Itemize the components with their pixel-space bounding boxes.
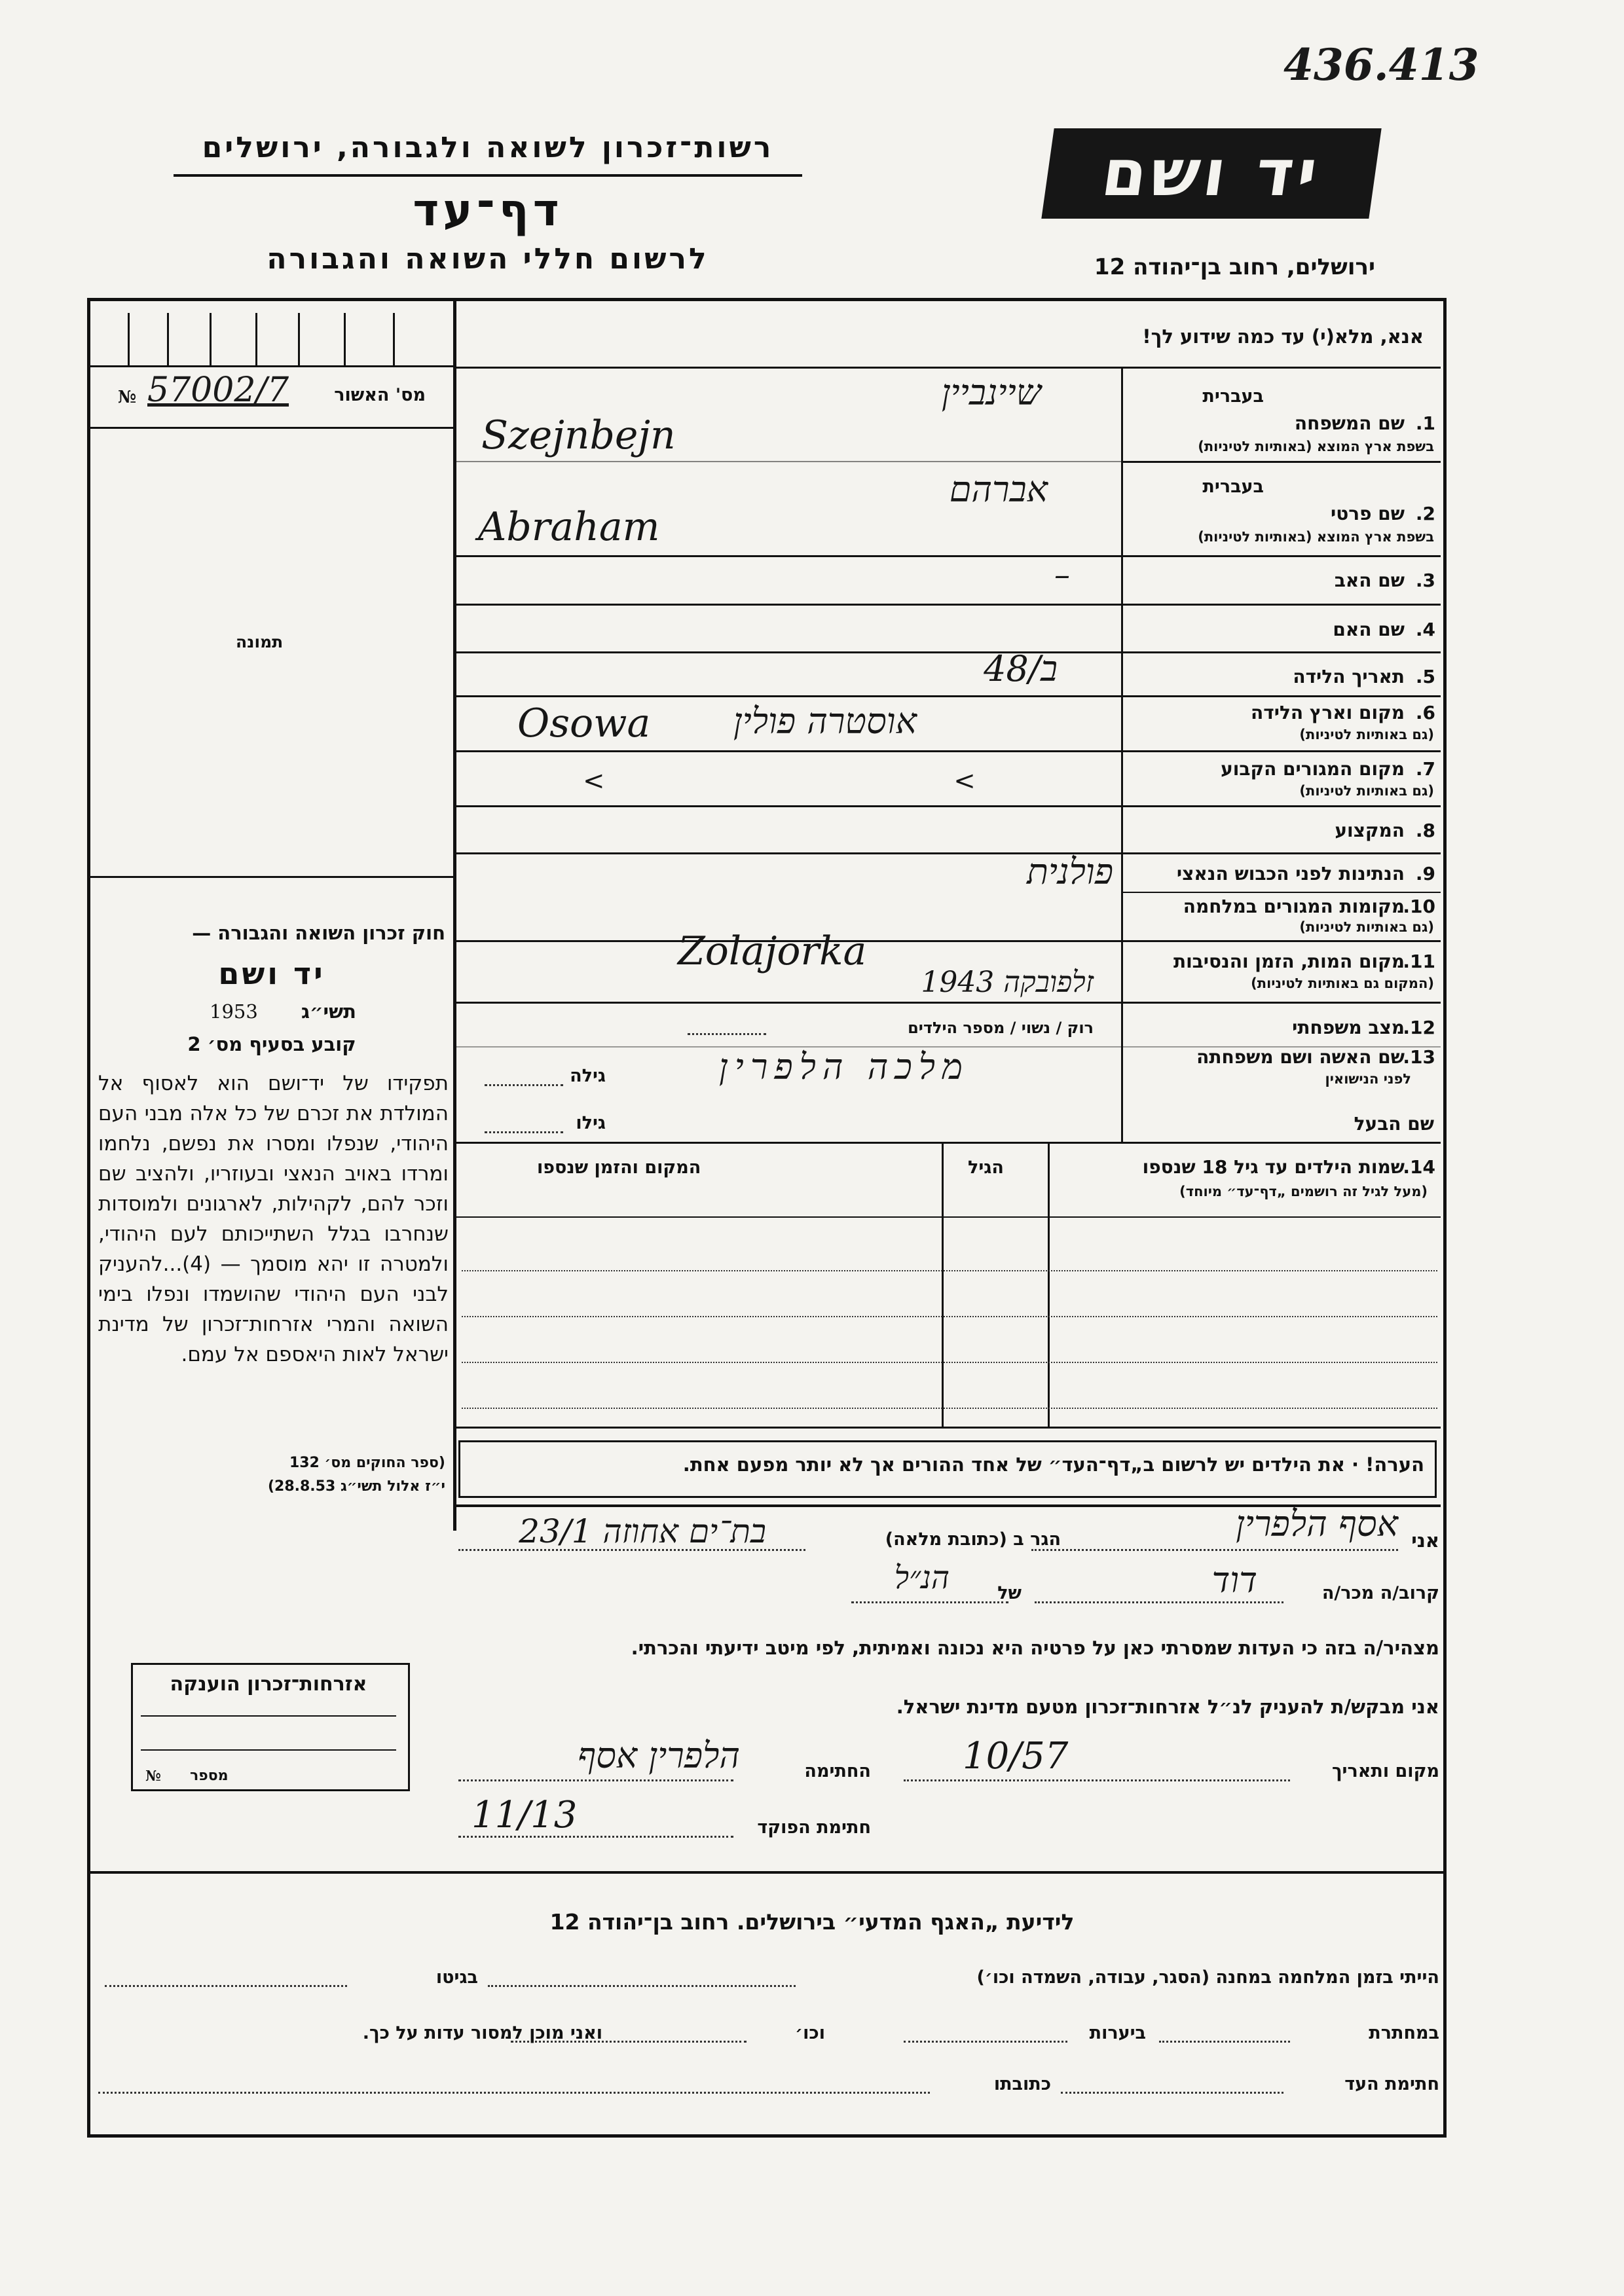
relative-label: קרוב/ה מכר/ה xyxy=(1321,1583,1439,1603)
field-13-label: שם האשה ושם משפחתה xyxy=(1196,1046,1405,1068)
declaration-statement: מצהיר/ה בזה כי העדות שמסרתי כאן על פרטיה היא נכונה ואמיתית, לפי מיטב ידיעתי והכרתי. xyxy=(631,1637,1439,1659)
approval-number-label: מס' האשור xyxy=(334,385,426,405)
declarant-residing-label: הגר ב (כתובת מלאה) xyxy=(885,1529,1061,1550)
of-label: של xyxy=(997,1583,1022,1603)
law-reference-1: (ספר החוקים מס׳ 132 xyxy=(289,1455,445,1471)
husband-label: שם הבעל xyxy=(1354,1113,1434,1135)
field-6-latin-hint: (גם באותיות לטיניות) xyxy=(1299,727,1434,742)
nationality-value: פולנית xyxy=(1026,851,1113,892)
wife-age-label: גילה xyxy=(570,1066,606,1086)
footer-line2-forests-dots xyxy=(904,2041,1067,2043)
yad-vashem-logo xyxy=(1041,128,1381,219)
signature-label: החתימה xyxy=(804,1761,871,1781)
of-dots xyxy=(851,1601,1008,1603)
field-3-label: שם האב xyxy=(1334,570,1405,591)
declarant-name-dots xyxy=(1031,1549,1398,1551)
footer-divider xyxy=(87,1871,1443,1874)
intro-instruction: אנא, מלא(י) עד כמה שידוע לך! xyxy=(1142,325,1424,348)
wife-age-dots xyxy=(485,1084,563,1086)
first-name-latin-value: Abraham xyxy=(478,504,660,550)
declarant-address-dots xyxy=(458,1549,805,1551)
handwritten-file-number: 436.413 xyxy=(1283,39,1479,90)
children-row-line xyxy=(462,1270,1437,1271)
children-title: שמות הילדים עד גיל 18 שנספו xyxy=(1142,1156,1405,1178)
row-1-rule xyxy=(1123,461,1441,463)
footer-line1-ghetto: בגיטו xyxy=(435,1967,478,1988)
field-8-num: 8. xyxy=(1415,820,1435,841)
field-4-num: 4. xyxy=(1415,619,1435,640)
field-10-latin-hint: (גם באותיות לטיניות) xyxy=(1299,919,1434,935)
relative-value: דוד xyxy=(1211,1559,1257,1601)
citizenship-rule-2 xyxy=(141,1749,396,1751)
signature-dots xyxy=(458,1779,733,1781)
citizenship-rule-1 xyxy=(141,1715,396,1717)
field-10-num: 10. xyxy=(1403,896,1435,917)
place-date-dots xyxy=(904,1779,1290,1781)
approval-prefix: № xyxy=(118,388,137,407)
yad-vashem-address: ירושלים, רחוב בן־יהודה 12 xyxy=(1094,254,1375,280)
approval-rule xyxy=(90,427,454,429)
citizenship-box-title: אזרחות־זכרון הוענקה xyxy=(170,1673,367,1696)
intro-rule xyxy=(455,367,1441,369)
footer-line1-camp-dots xyxy=(488,1985,796,1987)
field-11-hint: (המקום גם באותיות לטיניות) xyxy=(1251,975,1434,991)
children-bottom-rule xyxy=(455,1427,1441,1429)
approval-number-value: 57002/7 xyxy=(147,371,289,410)
row-13-rule xyxy=(455,1142,1441,1144)
children-row-line xyxy=(462,1316,1437,1317)
field-9-label: הנתינות לפני הכבוש הנאצי xyxy=(1176,863,1405,884)
law-section: קובע בסעיף מס׳ 2 xyxy=(187,1033,356,1055)
field-13-num: 13. xyxy=(1403,1046,1435,1068)
law-hebrew-year: תשי״ג xyxy=(301,1000,356,1023)
field-11-label: מקום המות, הזמן והנסיבות xyxy=(1173,951,1405,972)
field-6-num: 6. xyxy=(1415,702,1435,723)
footer-line1-ghetto-dots xyxy=(105,1985,347,1987)
husband-age-dots xyxy=(485,1131,563,1133)
footer-line1-camp: הייתי בזמן המלחמה במחנה (הסגר, עבודה, השמדה וכו׳) xyxy=(976,1967,1439,1988)
footer-heading: לידיעת „האגף המדעי״ בירושלים. רחוב בן־יהודה 12 xyxy=(549,1909,1075,1935)
officer-signature-value: 11/13 xyxy=(471,1794,578,1836)
field-11-num: 11. xyxy=(1403,951,1435,972)
field-7-label: מקום המגורים הקבוע xyxy=(1221,758,1405,780)
signature-value: הלפרין אסף xyxy=(578,1735,740,1776)
family-name-hebrew-value: שיינביין xyxy=(941,372,1041,413)
field-12-label: מצב משפחתי xyxy=(1292,1017,1405,1038)
form-title: דף־עד xyxy=(413,185,563,236)
relative-dots xyxy=(1035,1601,1283,1603)
field-14-num: 14. xyxy=(1403,1156,1435,1178)
family-name-latin-value: Szejnbejn xyxy=(481,412,676,458)
field-10-label: מקומות המגורים במלחמה xyxy=(1183,896,1405,917)
field-7-latin-hint: (גם באותיות לטיניות) xyxy=(1299,783,1434,799)
field-7-num: 7. xyxy=(1415,758,1435,780)
children-row-line xyxy=(462,1408,1437,1409)
label-column-divider xyxy=(1121,367,1123,1142)
photo-label: תמונה xyxy=(236,632,284,651)
children-col-divider-1 xyxy=(1048,1144,1050,1427)
officer-signature-dots xyxy=(458,1836,733,1838)
children-row-line xyxy=(455,1216,1441,1218)
law-text: תפקידו של יד־ושם הוא לאסוף אל המולדת את זכרם של כל אלה מבני העם היהודי, שנפלו ומסרו את נפשם, נלחמו ומרדו באויב הנאצי ובעוזריו, ולהציב שם וזכר להם, לקהילות, לארגונים ולמוסדות שנחרבו בגלל השתייכותם לעם היהודי, ולמטרה זו יהא מוסמך — (4)...להעניק לבני העם היהודי שהושמדו ונפלו בימי השואה והמרי אזרחות־זכרון של מדינת ישראל לאות היאספם אל עמם. xyxy=(98,1072,449,1366)
row-4-rule xyxy=(455,651,1441,653)
field-3-num: 3. xyxy=(1415,570,1435,591)
field-1-latin-hint: בשפת ארץ המוצא (באותיות לטיניות) xyxy=(1198,439,1434,454)
place-date-value: 10/57 xyxy=(963,1735,1069,1777)
law-name: יד ושם xyxy=(218,956,325,991)
children-col-divider-2 xyxy=(942,1144,944,1427)
field-13-sub: לפני הנישואין xyxy=(1325,1071,1411,1087)
children-col-age: הגיל xyxy=(968,1157,1004,1178)
photo-area-bottom xyxy=(90,876,454,878)
form-subtitle: לרשום חללי השואה והגבורה xyxy=(267,242,709,276)
row-1-rule-value xyxy=(455,461,1121,462)
footer-line2-underground-dots xyxy=(1159,2041,1290,2043)
row-3-rule xyxy=(455,604,1441,606)
field-5-label: תאריך הלידה xyxy=(1293,666,1405,687)
footer-line3-address: כתובתו xyxy=(993,2074,1051,2094)
row-6-rule xyxy=(455,750,1441,752)
declarant-address-value: בת־ים אחוזה 23/1 xyxy=(519,1512,766,1550)
field-1-hebrew-tag: בעברית xyxy=(1202,386,1264,407)
children-row-line xyxy=(462,1362,1437,1363)
field-2-label: שם פרטי xyxy=(1330,503,1405,524)
field-8-label: המקצוע xyxy=(1335,820,1405,841)
husband-age-label: גילו xyxy=(576,1113,606,1133)
header-rule xyxy=(174,174,802,177)
remark-text: הערה! · את הילדים יש לרשום ב„דף־העד״ של אחד ההורים אך לא יותר מפעם אחת. xyxy=(682,1453,1424,1476)
law-year: 1953 xyxy=(210,1000,258,1023)
field-1-label: שם המשפחה xyxy=(1294,412,1405,434)
children-col-place: המקום והזמן שנספו xyxy=(537,1157,701,1178)
wife-name-value: מלכה הלפרין xyxy=(718,1046,969,1087)
footer-line3-signature-dots xyxy=(1061,2092,1283,2094)
row-11-rule xyxy=(455,1002,1441,1004)
field-2-hebrew-tag: בעברית xyxy=(1202,477,1264,497)
footer-line2-etc: וכו׳ xyxy=(795,2023,825,2043)
field-2-latin-hint: בשפת ארץ המוצא (באותיות לטיניות) xyxy=(1198,529,1434,545)
declarant-i-label: אני xyxy=(1411,1529,1439,1552)
field-12-num: 12. xyxy=(1403,1017,1435,1038)
citizenship-number-prefix: № xyxy=(145,1768,161,1785)
first-name-hebrew-value: אברהם xyxy=(949,469,1048,510)
birth-place-hebrew-value: אוסטרה פולין xyxy=(733,701,917,742)
death-place-latin-value: Zolajorka xyxy=(678,928,867,974)
field-9-num: 9. xyxy=(1415,863,1435,884)
field-5-num: 5. xyxy=(1415,666,1435,687)
footer-line3-address-dots xyxy=(98,2092,930,2094)
footer-line2-underground: במחתרת xyxy=(1369,2023,1439,2043)
row-10-rule xyxy=(455,940,1441,942)
declarant-name-value: אסף הלפרין xyxy=(1236,1503,1398,1544)
footer-line2-ready: ואני מוכן למסור עדות על כך. xyxy=(362,2023,602,2043)
logo-text: יד ושם xyxy=(1097,136,1326,211)
declaration-request: אני מבקש/ת להעניק לנ״ל אזרחות־זכרון מטעם מדינת ישראל. xyxy=(896,1696,1439,1718)
footer-line2-forests: ביערות xyxy=(1089,2023,1146,2043)
citizenship-number-label: מספר xyxy=(190,1768,229,1784)
field-4-label: שם האם xyxy=(1333,619,1405,640)
officer-signature-label: חתימת הפוקד xyxy=(757,1817,871,1838)
of-value: הנ״ל xyxy=(894,1559,950,1596)
law-reference-2: י״ז אלול תשי״ג 28.8.53) xyxy=(267,1478,445,1495)
residence-value: < < xyxy=(583,766,1146,796)
row-7-rule xyxy=(455,805,1441,807)
field-2-num: 2. xyxy=(1415,503,1435,524)
institution-name: רשות־זכרון לשואה ולגבורה, ירושלים xyxy=(202,131,774,164)
law-title: חוק זכרון השואה והגבורה — xyxy=(192,922,445,944)
field-1-num: 1. xyxy=(1415,412,1435,434)
left-column-divider xyxy=(453,300,456,1531)
birth-date-value: ב/48 xyxy=(984,648,1058,689)
marital-status-options: רוק / נשוי / מספר הילדים xyxy=(908,1019,1094,1037)
place-date-label: מקום ותאריך xyxy=(1331,1761,1439,1781)
children-note: (מעל לגיל זה רושמים „דף־עד״ מיוחד) xyxy=(1179,1184,1428,1199)
row-5-rule xyxy=(455,695,1441,697)
footer-line3-signature: חתימת העד xyxy=(1344,2074,1439,2094)
death-place-hebrew-value: זלפובקה 1943 xyxy=(921,966,1094,999)
marital-status-dots xyxy=(688,1033,766,1035)
field-6-label: מקום וארץ הלידה xyxy=(1251,702,1405,723)
row-9-rule xyxy=(1123,892,1441,893)
birth-place-latin-value: Osowa xyxy=(517,701,651,746)
father-name-value: – xyxy=(1054,556,1070,593)
row-8-rule xyxy=(455,852,1441,854)
row-2-rule xyxy=(455,555,1441,557)
